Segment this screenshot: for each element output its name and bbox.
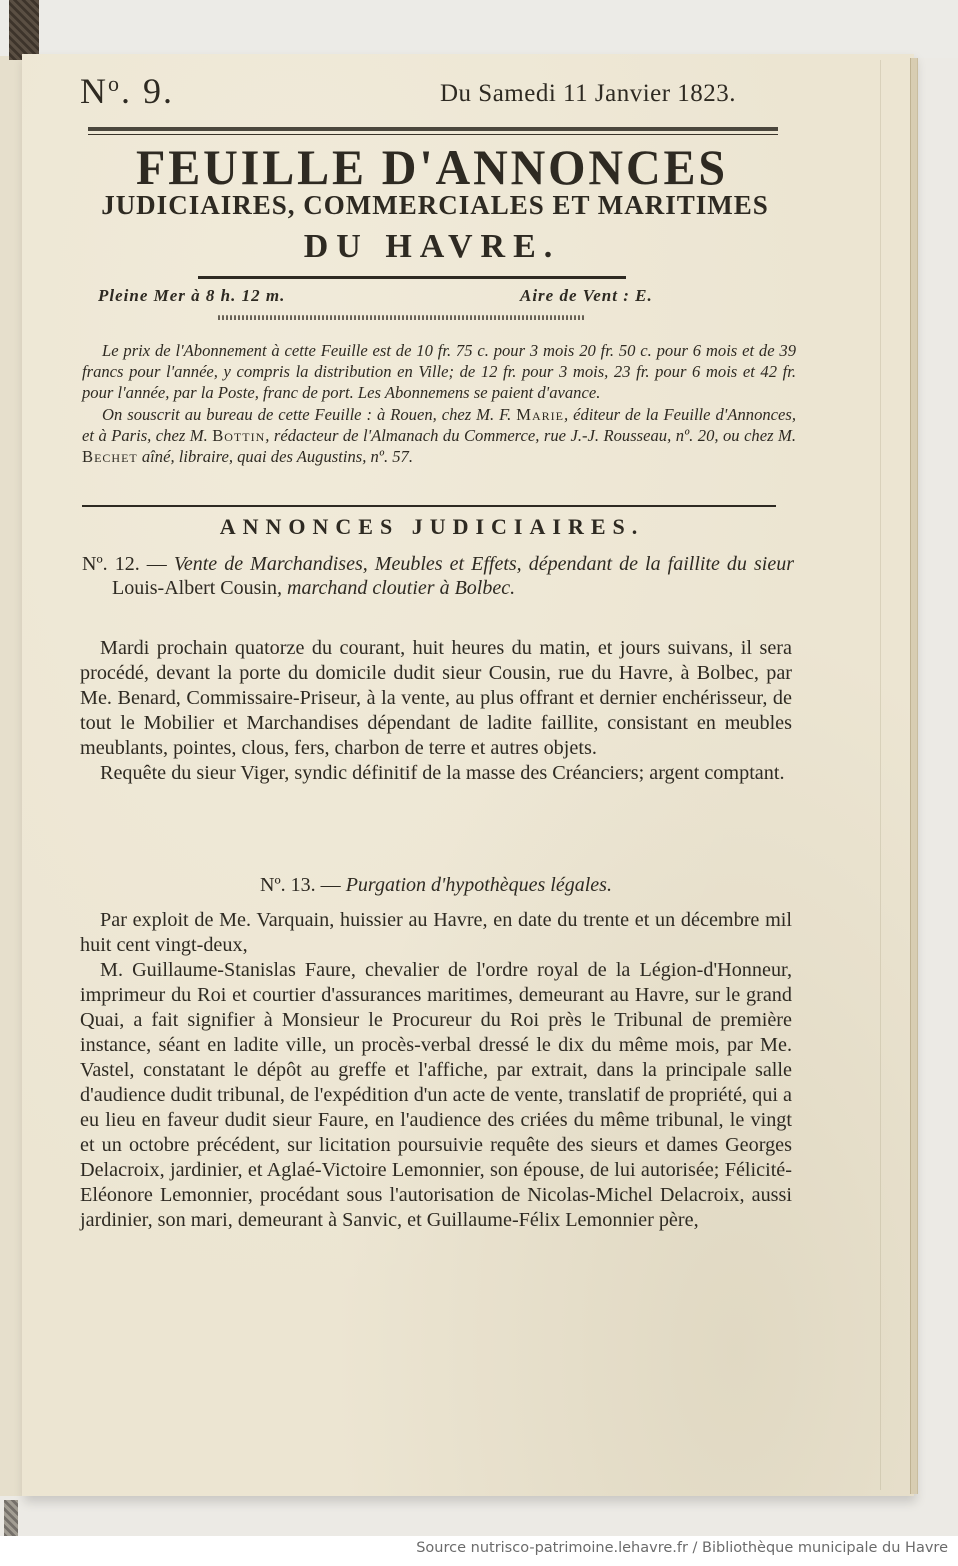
text-run: aîné, libraire, quai des Augustins, nº. 57. [137, 447, 413, 467]
wind-info: Aire de Vent : E. [520, 286, 653, 305]
notice-13-heading [80, 874, 792, 897]
section-heading: ANNONCES JUDICIAIRES. [219, 514, 645, 539]
notice-13-paragraph: M. Guillaume-Stanislas Faure, chevalier de l'ordre royal de la Légion-d'Honneur, imprimeur du Roi et courtier d'assurances maritimes, demeurant au Havre, sur le grand Quai, a fait signifier à Monsieur le Procureur du Roi près le Tribunal de première instance, séant en ladite ville, un procès-verbal dressé le dix du même mois, par Me. Vastel, constatant le dépôt au greffe et l'affiche, par extrait, dans la principale salle d'audience dudit tribunal, de l'expédition d'un acte de vente, translatif de propriété, qui a eu lieu en faveur dudit sieur Faure, en l'audience des criées du même tribunal, le vingt et un octobre précédent, sur licitation poursuivie requête des sieurs et dames Georges Delacroix, jardinier, et Aglaé-Victoire Lemonnier, son épouse, de lui autorisée; Félicité-Eléonore Lemonnier, procédant sous l'autorisation de Nicolas-Michel Delacroix, aussi jardinier, son mari, demeurant à Sanvic, et Guillaume-Félix Lemonnier père, [80, 959, 792, 1231]
subscription-notice [82, 340, 796, 467]
ornamental-rule [218, 312, 586, 320]
notice-13-body [80, 908, 792, 1233]
notice-number: Nº. 13. — [260, 874, 346, 896]
issue-label-sup: o [108, 71, 121, 96]
masthead-rule-heavy [88, 127, 778, 131]
source-credit: Source nutrisco-patrimoine.lehavre.fr / Bibliothèque municipale du Havre [416, 1540, 948, 1556]
newspaper-subtitle: JUDICIAIRES, COMMERCIALES ET MARITIMES [101, 190, 769, 220]
subscription-addresses [82, 404, 796, 468]
section-rule [82, 505, 776, 507]
issue-date: Du Samedi 11 Janvier 1823. [440, 80, 737, 107]
text-run: On souscrit au bureau de cette Feuille : à Rouen, chez M. F. [102, 404, 517, 424]
notice-person: Louis-Albert Cousin [112, 577, 277, 599]
notice-12-paragraph: Requête du sieur Viger, syndic définitif de la masse des Créanciers; argent comptant. [100, 762, 785, 784]
notice-title: Purgation d'hypothèques légales. [345, 874, 612, 896]
newspaper-place: DU HAVRE. [303, 228, 561, 265]
bookseller-name: Bechet [82, 447, 138, 467]
notice-number: Nº. 12. — [82, 553, 174, 575]
notice-12-heading [82, 552, 794, 600]
notice-title: Vente de Marchandises, Meubles et Effets, dépendant de la faillite du sieur [173, 553, 794, 575]
issue-label: N [80, 71, 108, 111]
text-run: , rédacteur de l'Almanach du Commerce, rue J.-J. Rousseau, nº. 20, ou chez M. [265, 425, 796, 445]
publisher-name: Marie [516, 404, 564, 424]
tide-info: Pleine Mer à 8 h. 12 m. [98, 286, 286, 305]
issue-number-value: . 9. [121, 71, 174, 111]
notice-12-paragraph: Mardi prochain quatorze du courant, huit heures du matin, et jours suivans, il sera procédé, devant la porte du domicile dudit sieur Cousin, rue du Havre, à Bolbec, par Me. Benard, Commissaire-Priseur, à la vente, au plus offrant et dernier enchérisseur, de tout le Mobilier et Marchandises dépendant de ladite faillite, consistant en meubles meublants, pointes, clous, fers, charbon de terre et autres objets. [80, 637, 792, 759]
text-run: , éditeur de la Feuille d'Annonces, et à Paris, chez M. [82, 404, 796, 445]
title-underline [198, 276, 626, 279]
notice-title-end: , marchand cloutier à Bolbec. [277, 577, 516, 599]
issue-number [80, 70, 174, 112]
notice-12-body [80, 636, 792, 786]
editor-name: Bottin [212, 425, 266, 445]
subscription-prices: Le prix de l'Abonnement à cette Feuille est de 10 fr. 75 c. pour 3 mois 20 fr. 50 c. pour 6 mois et de 39 francs pour l'année, y compris la distribution en Ville; de 12 fr. pour 3 mois, 23 fr. pour 6 mois et 42 fr. pour l'année, par la Poste, franc de port. Les Abonnemens se paient d'avance. [82, 341, 796, 403]
notice-13-paragraph: Par exploit de Me. Varquain, huissier au Havre, en date du trente et un décembre mil huit cent vingt-deux, [80, 909, 792, 956]
masthead-rule-thin [88, 134, 778, 135]
newspaper-title: FEUILLE D'ANNONCES [136, 139, 728, 195]
